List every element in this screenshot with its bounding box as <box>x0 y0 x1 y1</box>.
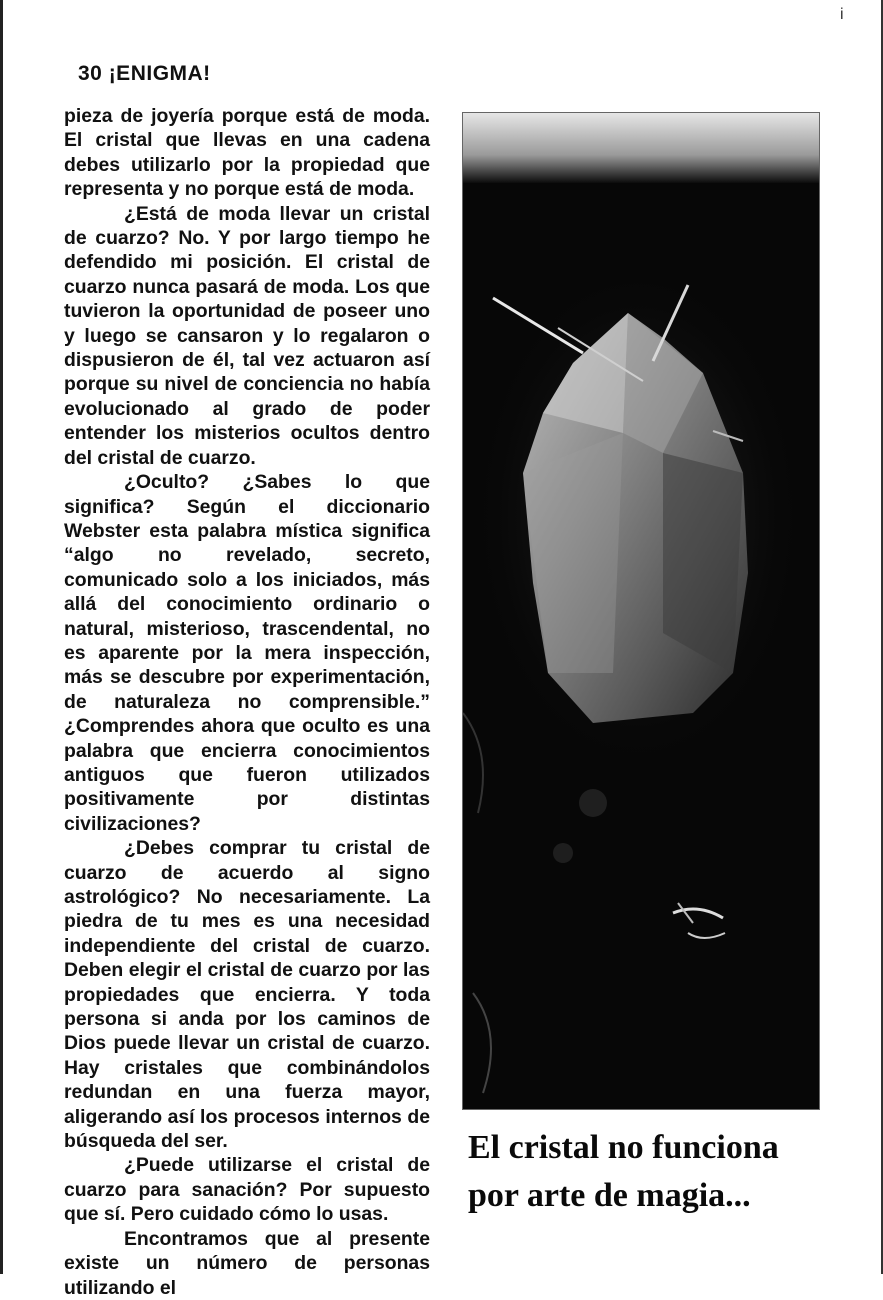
crystal-illustration <box>463 113 819 1109</box>
caption-line-1: El cristal no funciona <box>468 1129 779 1166</box>
paragraph-5: ¿Puede utilizarse el cristal de cuarzo para sanación? Por supuesto que sí. Pero cuidado cómo lo usas. <box>64 1154 430 1226</box>
paragraph-1: pieza de joyería porque está de moda. El cristal que llevas en una cadena debes utilizarlo por la propiedad que representa y no porque está de moda. <box>64 105 430 201</box>
crystal-photo <box>462 112 820 1110</box>
caption-line-2: por arte de magia... <box>468 1177 751 1214</box>
photo-caption <box>468 1124 838 1220</box>
paragraph-2: ¿Está de moda llevar un cristal de cuarzo? No. Y por largo tiempo he defendido mi posición. El cristal de cuarzo nunca pasará de moda. Los que tuvieron la oportunidad de poseer uno y luego se cansaron y lo regalaron o dispusieron de él, tal vez actuaron así porque su nivel de conciencia no había evolucionado al grado de poder entender los misterios ocultos dentro del cristal de cuarzo. <box>64 202 430 469</box>
left-page-edge <box>0 0 3 1274</box>
corner-mark: i <box>840 6 844 23</box>
paragraph-3: ¿Oculto? ¿Sabes lo que significa? Según el diccionario Webster esta palabra mística significa “algo no revelado, secreto, comunicado solo a los iniciados, más allá del conocimiento ordinario o natural, misterioso, trascendental, no es aparente por la mera inspección, más se descubre por experimentación, de naturaleza no comprensible.” ¿Comprendes ahora que oculto es una palabra que encierra conocimientos antiguos que fueron utilizados positivamente por distintas civilizaciones? <box>64 471 430 835</box>
page-header: 30 ¡ENIGMA! <box>78 62 211 85</box>
paragraph-4: ¿Debes comprar tu cristal de cuarzo de acuerdo al signo astrológico? No necesariamente. La piedra de tu mes es una necesidad independiente del cristal de cuarzo. Deben elegir el cristal de cuarzo por las propiedades que encierra. Y toda persona si anda por los caminos de Dios puede llevar un cristal de cuarzo. Hay cristales que combinándolos redundan en una fuerza mayor, aligerando así los procesos internos de búsqueda del ser. <box>64 837 430 1153</box>
paragraph-6: Encontramos que al presente existe un número de personas utilizando el <box>64 1227 430 1299</box>
article-body <box>64 104 430 1300</box>
sky-band <box>463 113 819 183</box>
